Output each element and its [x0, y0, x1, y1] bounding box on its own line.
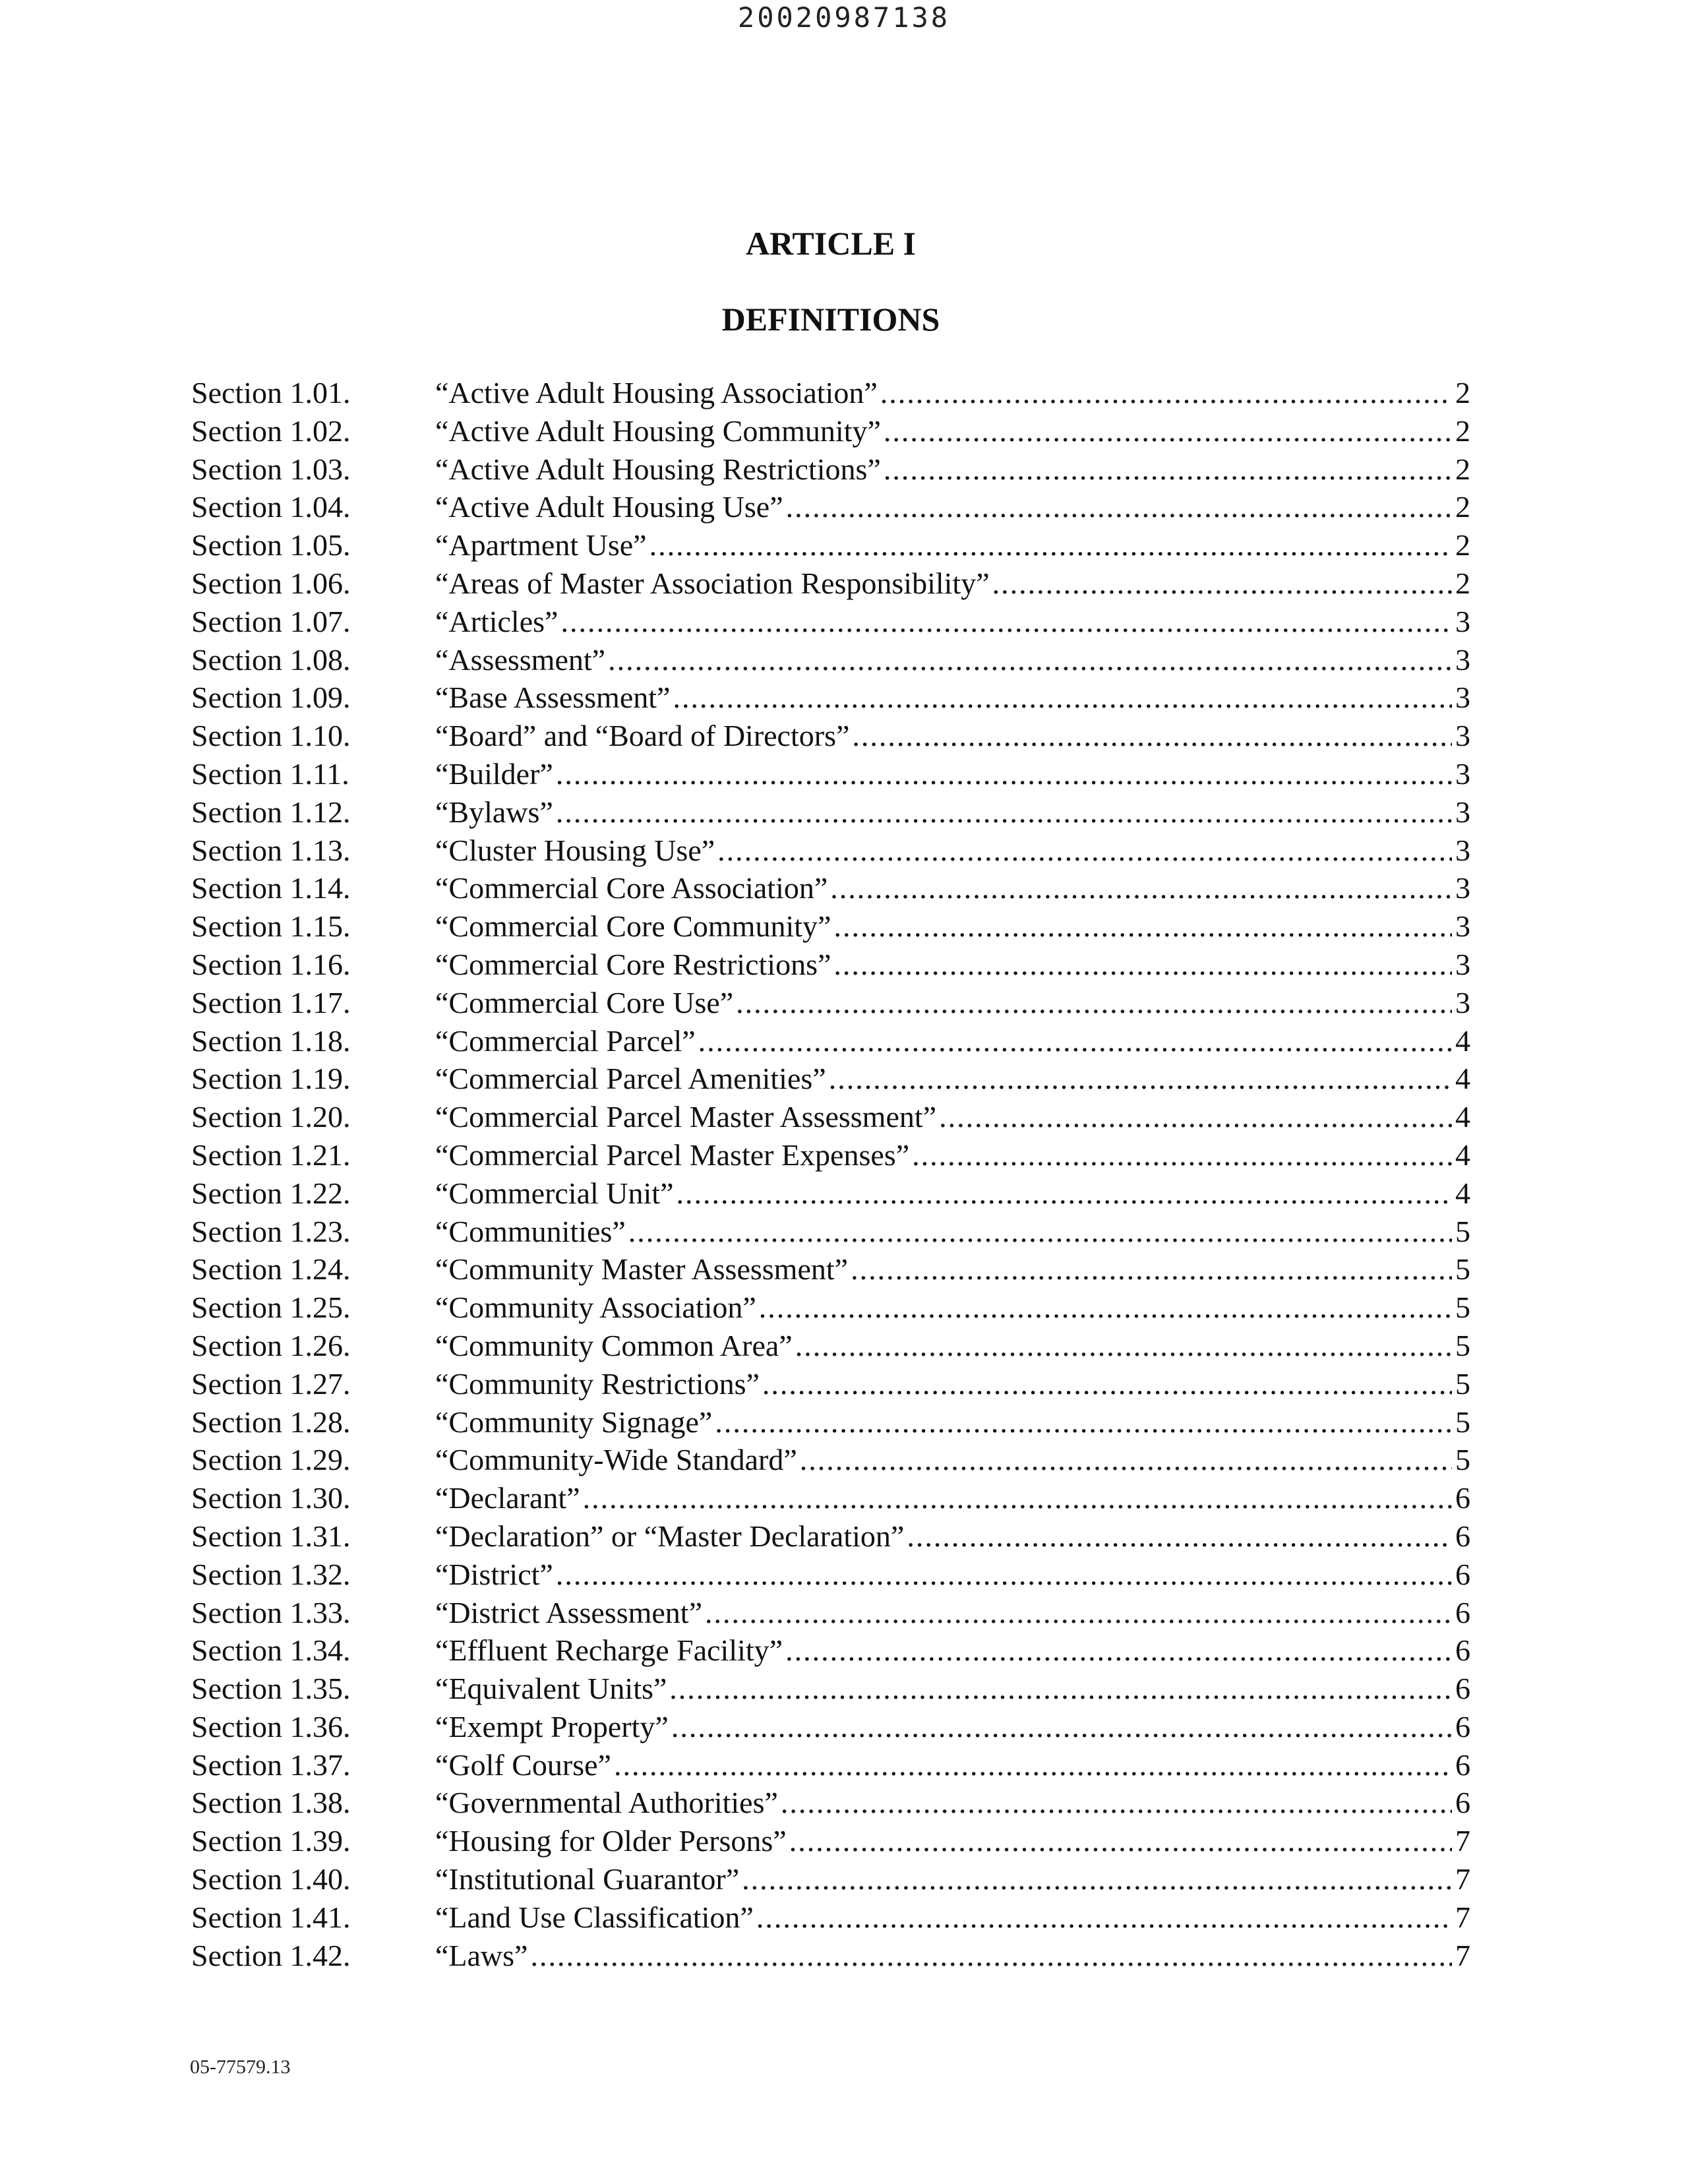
- toc-section-number: Section 1.02.: [191, 413, 351, 448]
- toc-page-number: 5: [1455, 1366, 1470, 1401]
- toc-section-number: Section 1.26.: [191, 1328, 351, 1362]
- toc-term: “Community Association”: [435, 1289, 759, 1327]
- toc-term: “Golf Course”: [435, 1746, 614, 1784]
- toc-entry: [435, 755, 1470, 793]
- toc-page-number: 6: [1455, 1672, 1470, 1706]
- toc-term: “Governmental Authorities”: [435, 1784, 781, 1822]
- toc-page-number: 3: [1455, 985, 1470, 1019]
- toc-row: [191, 1174, 1470, 1213]
- toc-term: “Areas of Master Association Responsibility”: [435, 564, 992, 603]
- toc-row: [191, 1517, 1470, 1556]
- toc-row: [191, 412, 1470, 450]
- toc-entry: [435, 1594, 1470, 1632]
- toc-page-number: 3: [1455, 795, 1470, 829]
- toc-dot-leader: [884, 450, 1452, 489]
- toc-page-number: 5: [1455, 1252, 1470, 1287]
- toc-dot-leader: [884, 412, 1452, 450]
- toc-section-number: Section 1.18.: [191, 1023, 351, 1058]
- toc-section-number: Section 1.25.: [191, 1290, 351, 1325]
- toc-term: “Bylaws”: [435, 793, 556, 832]
- toc-row: [191, 564, 1470, 603]
- toc-section-number: Section 1.38.: [191, 1786, 351, 1820]
- toc-entry: [435, 907, 1470, 946]
- toc-entry: [435, 1746, 1470, 1784]
- toc-term: “Apartment Use”: [435, 526, 649, 564]
- toc-dot-leader: [756, 1898, 1452, 1937]
- toc-page-number: 4: [1455, 1062, 1470, 1096]
- toc-entry: [435, 1441, 1470, 1479]
- toc-row: [191, 1784, 1470, 1822]
- toc-term: “Community Master Assessment”: [435, 1250, 851, 1289]
- toc-entry: [435, 1213, 1470, 1251]
- toc-term: “Community Restrictions”: [435, 1365, 762, 1403]
- toc-dot-leader: [762, 1365, 1452, 1403]
- toc-dot-leader: [698, 1022, 1452, 1060]
- toc-row: [191, 1479, 1470, 1517]
- toc-row: [191, 1136, 1470, 1174]
- toc-entry: [435, 1327, 1470, 1365]
- toc-page-number: 6: [1455, 1519, 1470, 1553]
- toc-section-number: Section 1.09.: [191, 681, 351, 715]
- toc-term: “Community Common Area”: [435, 1327, 795, 1365]
- toc-entry: [435, 984, 1470, 1022]
- toc-page-number: 7: [1455, 1824, 1470, 1858]
- toc-entry: [435, 832, 1470, 870]
- toc-row: [191, 869, 1470, 907]
- toc-row: [191, 832, 1470, 870]
- toc-row: [191, 1556, 1470, 1594]
- toc-row: [191, 488, 1470, 526]
- toc-entry: [435, 1898, 1470, 1937]
- toc-page-number: 6: [1455, 1747, 1470, 1782]
- toc-term: “Active Adult Housing Restrictions”: [435, 450, 884, 489]
- toc-entry: [435, 1289, 1470, 1327]
- toc-row: [191, 1250, 1470, 1289]
- toc-page-number: 6: [1455, 1557, 1470, 1591]
- toc-term: “Communities”: [435, 1213, 628, 1251]
- article-title: ARTICLE I: [745, 225, 917, 262]
- toc-row: [191, 907, 1470, 946]
- toc-dot-leader: [608, 641, 1452, 679]
- toc-dot-leader: [939, 1098, 1452, 1136]
- toc-term: “District Assessment”: [435, 1594, 705, 1632]
- toc-section-number: Section 1.17.: [191, 985, 351, 1019]
- toc-term: “Base Assessment”: [435, 679, 673, 717]
- toc-section-number: Section 1.35.: [191, 1672, 351, 1706]
- toc-page-number: 2: [1455, 528, 1470, 562]
- toc-entry: [435, 564, 1470, 603]
- toc-page-number: 3: [1455, 604, 1470, 638]
- toc-term: “Active Adult Housing Use”: [435, 488, 786, 526]
- toc-section-number: Section 1.40.: [191, 1862, 351, 1896]
- toc-section-number: Section 1.37.: [191, 1747, 351, 1782]
- toc-section-number: Section 1.14.: [191, 871, 351, 905]
- toc-page-number: 5: [1455, 1214, 1470, 1248]
- toc-row: [191, 1213, 1470, 1251]
- toc-term: “Commercial Core Community”: [435, 907, 833, 946]
- toc-row: [191, 603, 1470, 641]
- toc-dot-leader: [556, 755, 1452, 793]
- toc-section-number: Section 1.27.: [191, 1366, 351, 1401]
- toc-dot-leader: [795, 1327, 1452, 1365]
- toc-entry: [435, 1479, 1470, 1517]
- toc-dot-leader: [705, 1594, 1452, 1632]
- toc-page-number: 3: [1455, 909, 1470, 944]
- toc-term: “Cluster Housing Use”: [435, 832, 717, 870]
- toc-section-number: Section 1.36.: [191, 1709, 351, 1744]
- toc-term: “Commercial Parcel Amenities”: [435, 1060, 829, 1098]
- toc-page-number: 3: [1455, 833, 1470, 867]
- toc-page-number: 5: [1455, 1290, 1470, 1325]
- toc-page-number: 6: [1455, 1595, 1470, 1629]
- toc-row: [191, 1631, 1470, 1670]
- toc-section-number: Section 1.30.: [191, 1481, 351, 1515]
- toc-section-number: Section 1.39.: [191, 1824, 351, 1858]
- toc-term: “District”: [435, 1556, 556, 1594]
- toc-entry: [435, 946, 1470, 984]
- toc-section-number: Section 1.34.: [191, 1633, 351, 1668]
- toc-section-number: Section 1.08.: [191, 642, 351, 677]
- toc-dot-leader: [992, 564, 1452, 603]
- toc-page-number: 6: [1455, 1709, 1470, 1744]
- toc-row: [191, 1365, 1470, 1403]
- footer-document-id: 05-77579.13: [190, 2056, 291, 2078]
- toc-section-number: Section 1.19.: [191, 1062, 351, 1096]
- toc-dot-leader: [789, 1822, 1452, 1860]
- toc-term: “Institutional Guarantor”: [435, 1860, 742, 1898]
- toc-entry: [435, 679, 1470, 717]
- toc-term: “Assessment”: [435, 641, 608, 679]
- toc-entry: [435, 1631, 1470, 1670]
- toc-page-number: 7: [1455, 1900, 1470, 1934]
- toc-dot-leader: [677, 1174, 1453, 1213]
- toc-dot-leader: [614, 1746, 1452, 1784]
- toc-page-number: 3: [1455, 947, 1470, 981]
- toc-dot-leader: [781, 1784, 1452, 1822]
- toc-entry: [435, 603, 1470, 641]
- toc-term: “Commercial Core Association”: [435, 869, 830, 907]
- toc-dot-leader: [530, 1937, 1452, 1975]
- toc-entry: [435, 488, 1470, 526]
- toc-section-number: Section 1.32.: [191, 1557, 351, 1591]
- toc-section-number: Section 1.23.: [191, 1214, 351, 1248]
- toc-row: [191, 1937, 1470, 1975]
- toc-section-number: Section 1.12.: [191, 795, 351, 829]
- toc-page-number: 4: [1455, 1023, 1470, 1058]
- toc-dot-leader: [880, 374, 1452, 412]
- toc-section-number: Section 1.22.: [191, 1176, 351, 1210]
- toc-dot-leader: [556, 1556, 1452, 1594]
- toc-term: “Declarant”: [435, 1479, 583, 1517]
- toc-term: “Active Adult Housing Association”: [435, 374, 880, 412]
- toc-dot-leader: [556, 793, 1452, 832]
- toc-row: [191, 984, 1470, 1022]
- toc-dot-leader: [851, 1250, 1452, 1289]
- toc-entry: [435, 1174, 1470, 1213]
- toc-row: [191, 1860, 1470, 1898]
- toc-term: “Community Signage”: [435, 1403, 715, 1441]
- toc-page-number: 2: [1455, 490, 1470, 524]
- toc-section-number: Section 1.28.: [191, 1405, 351, 1439]
- toc-entry: [435, 526, 1470, 564]
- toc-page-number: 7: [1455, 1862, 1470, 1896]
- toc-row: [191, 679, 1470, 717]
- toc-term: “Equivalent Units”: [435, 1670, 669, 1708]
- toc-entry: [435, 374, 1470, 412]
- toc-page-number: 6: [1455, 1481, 1470, 1515]
- toc-row: [191, 450, 1470, 489]
- toc-dot-leader: [669, 1670, 1452, 1708]
- toc-row: [191, 1060, 1470, 1098]
- toc-entry: [435, 1822, 1470, 1860]
- toc-page-number: 5: [1455, 1328, 1470, 1362]
- toc-page-number: 3: [1455, 681, 1470, 715]
- toc-term: “Declaration” or “Master Declaration”: [435, 1517, 907, 1556]
- toc-term: “Commercial Core Use”: [435, 984, 736, 1022]
- toc-entry: [435, 1937, 1470, 1975]
- toc-entry: [435, 412, 1470, 450]
- toc-row: [191, 1098, 1470, 1136]
- toc-row: [191, 526, 1470, 564]
- toc-entry: [435, 793, 1470, 832]
- toc-term: “Board” and “Board of Directors”: [435, 717, 852, 755]
- toc-dot-leader: [829, 1060, 1452, 1098]
- toc-dot-leader: [759, 1289, 1452, 1327]
- toc-entry: [435, 1860, 1470, 1898]
- toc-section-number: Section 1.01.: [191, 376, 351, 410]
- toc-page-number: 7: [1455, 1938, 1470, 1972]
- toc-entry: [435, 1060, 1470, 1098]
- toc-row: [191, 1327, 1470, 1365]
- toc-row: [191, 1746, 1470, 1784]
- toc-term: “Builder”: [435, 755, 556, 793]
- toc-dot-leader: [717, 832, 1452, 870]
- toc-entry: [435, 1556, 1470, 1594]
- toc-dot-leader: [785, 1631, 1452, 1670]
- toc-entry: [435, 641, 1470, 679]
- toc-section-number: Section 1.16.: [191, 947, 351, 981]
- toc-dot-leader: [786, 488, 1452, 526]
- article-subtitle: DEFINITIONS: [721, 301, 940, 338]
- toc-term: “Land Use Classification”: [435, 1898, 756, 1937]
- toc-entry: [435, 1250, 1470, 1289]
- toc-page-number: 3: [1455, 719, 1470, 753]
- toc-dot-leader: [715, 1403, 1452, 1441]
- toc-row: [191, 1022, 1470, 1060]
- toc-row: [191, 1670, 1470, 1708]
- toc-section-number: Section 1.13.: [191, 833, 351, 867]
- toc-section-number: Section 1.21.: [191, 1138, 351, 1172]
- toc-page-number: 5: [1455, 1405, 1470, 1439]
- toc-row: [191, 793, 1470, 832]
- toc-row: [191, 1898, 1470, 1937]
- toc-section-number: Section 1.41.: [191, 1900, 351, 1934]
- toc-entry: [435, 1136, 1470, 1174]
- toc-row: [191, 1594, 1470, 1632]
- toc-page-number: 3: [1455, 756, 1470, 791]
- toc-entry: [435, 1784, 1470, 1822]
- toc-term: “Effluent Recharge Facility”: [435, 1631, 785, 1670]
- toc-dot-leader: [742, 1860, 1452, 1898]
- toc-entry: [435, 869, 1470, 907]
- toc-page-number: 2: [1455, 452, 1470, 486]
- toc-page-number: 3: [1455, 871, 1470, 905]
- toc-section-number: Section 1.15.: [191, 909, 351, 944]
- toc-row: [191, 1822, 1470, 1860]
- toc-page-number: 2: [1455, 413, 1470, 448]
- toc-section-number: Section 1.11.: [191, 756, 349, 791]
- toc-section-number: Section 1.07.: [191, 604, 351, 638]
- toc-page-number: 4: [1455, 1100, 1470, 1134]
- toc-entry: [435, 1517, 1470, 1556]
- toc-section-number: Section 1.42.: [191, 1938, 351, 1972]
- toc-term: “Commercial Parcel”: [435, 1022, 698, 1060]
- toc-term: “Commercial Unit”: [435, 1174, 677, 1213]
- toc-page-number: 5: [1455, 1443, 1470, 1477]
- toc-term: “Active Adult Housing Community”: [435, 412, 884, 450]
- toc-page-number: 4: [1455, 1176, 1470, 1210]
- toc-dot-leader: [912, 1136, 1452, 1174]
- toc-row: [191, 374, 1470, 412]
- toc-dot-leader: [671, 1708, 1452, 1746]
- toc-term: “Commercial Core Restrictions”: [435, 946, 833, 984]
- toc-row: [191, 946, 1470, 984]
- toc-dot-leader: [852, 717, 1452, 755]
- toc-page-number: 2: [1455, 566, 1470, 600]
- toc-term: “Articles”: [435, 603, 560, 641]
- toc-section-number: Section 1.06.: [191, 566, 351, 600]
- toc-section-number: Section 1.33.: [191, 1595, 351, 1629]
- toc-row: [191, 717, 1470, 755]
- toc-row: [191, 641, 1470, 679]
- toc-section-number: Section 1.04.: [191, 490, 351, 524]
- toc-term: “Commercial Parcel Master Assessment”: [435, 1098, 939, 1136]
- toc-dot-leader: [833, 946, 1452, 984]
- toc-section-number: Section 1.10.: [191, 719, 351, 753]
- table-of-contents: [191, 374, 1470, 1974]
- toc-dot-leader: [649, 526, 1452, 564]
- toc-row: [191, 1708, 1470, 1746]
- toc-page-number: 6: [1455, 1633, 1470, 1668]
- toc-term: “Laws”: [435, 1937, 530, 1975]
- document-number: 20020987138: [737, 1, 951, 34]
- toc-entry: [435, 1098, 1470, 1136]
- toc-term: “Housing for Older Persons”: [435, 1822, 789, 1860]
- toc-dot-leader: [830, 869, 1452, 907]
- toc-section-number: Section 1.05.: [191, 528, 351, 562]
- toc-dot-leader: [628, 1213, 1452, 1251]
- toc-dot-leader: [736, 984, 1452, 1022]
- toc-row: [191, 755, 1470, 793]
- toc-dot-leader: [673, 679, 1452, 717]
- toc-entry: [435, 1403, 1470, 1441]
- toc-dot-leader: [907, 1517, 1452, 1556]
- toc-entry: [435, 717, 1470, 755]
- toc-dot-leader: [833, 907, 1452, 946]
- toc-dot-leader: [560, 603, 1452, 641]
- toc-term: “Commercial Parcel Master Expenses”: [435, 1136, 912, 1174]
- toc-section-number: Section 1.20.: [191, 1100, 351, 1134]
- toc-section-number: Section 1.03.: [191, 452, 351, 486]
- toc-dot-leader: [583, 1479, 1452, 1517]
- toc-entry: [435, 1708, 1470, 1746]
- toc-section-number: Section 1.31.: [191, 1519, 351, 1553]
- toc-row: [191, 1403, 1470, 1441]
- toc-term: “Community-Wide Standard”: [435, 1441, 800, 1479]
- toc-entry: [435, 1670, 1470, 1708]
- toc-page-number: 2: [1455, 376, 1470, 410]
- toc-entry: [435, 1022, 1470, 1060]
- toc-entry: [435, 1365, 1470, 1403]
- toc-page-number: 6: [1455, 1786, 1470, 1820]
- toc-entry: [435, 450, 1470, 489]
- toc-page-number: 3: [1455, 642, 1470, 677]
- toc-row: [191, 1289, 1470, 1327]
- toc-section-number: Section 1.24.: [191, 1252, 351, 1287]
- toc-term: “Exempt Property”: [435, 1708, 671, 1746]
- toc-page-number: 4: [1455, 1138, 1470, 1172]
- toc-dot-leader: [800, 1441, 1452, 1479]
- toc-row: [191, 1441, 1470, 1479]
- toc-section-number: Section 1.29.: [191, 1443, 351, 1477]
